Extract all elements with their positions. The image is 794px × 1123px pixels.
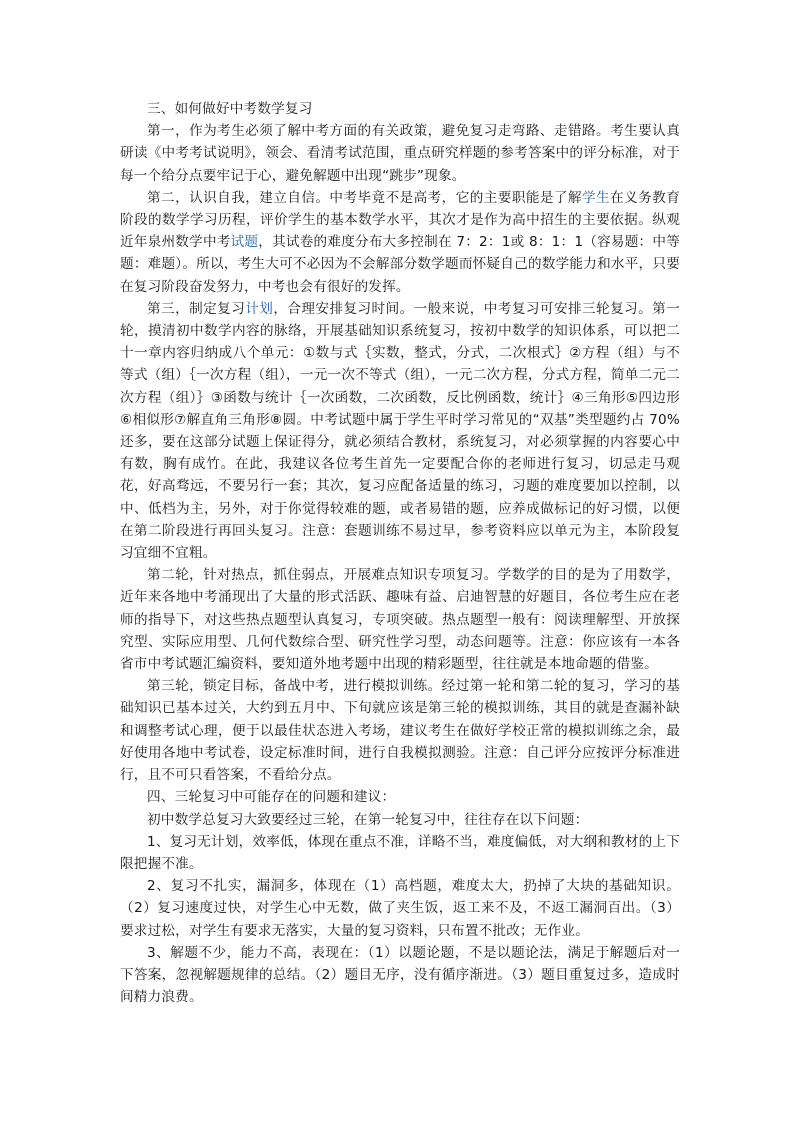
paragraph-text: ，其试卷的难度分布大多控制在 7：2：1或 8：1：1（容易题：中等题：难题）。所以，考生大可不必因为不会解部分数学题而怀疑自己的数学能力和水平，只要在复习阶段奋发努力，中考也会有很好的发挥。 (120, 234, 680, 295)
link-student[interactable]: 学生 (582, 189, 611, 206)
paragraph-text: 第二，认识自我，建立自信。中考毕竟不是高考，它的主要职能是了解 (147, 189, 582, 206)
paragraph-text: 在义务教育阶段的数学学习历程，评价学生的基本数学水平，其次才是作为高中招生的主要依据。纵观近年泉州数学中考 (120, 189, 681, 251)
paragraph-self-awareness (120, 187, 680, 298)
list-item-issue-3: 3、解题不少，能力不高，表现在：（1）以题论题，不是以题论法，满足于解题后对一下答案，忽视解题规律的总结。（2）题目无序，没有循序渐进。（3）题目重复过多，造成时间精力浪费。 (120, 944, 680, 1006)
document-body (120, 98, 680, 1008)
paragraph-intro: 初中数学总复习大致要经过三轮，在第一轮复习中，往往存在以下问题： (147, 811, 589, 828)
paragraph-text: ，合理安排复习时间。一般来说，中考复习可安排三轮复习。第一轮，摸清初中数学内容的脉络，开展基础知识系统复习，按初中数学的知识体系，可以把二十一章内容归纳成八个单元：①数与式｛实数，整式，分式，二次根式｝②方程（组）与不等式（组）｛一次方程（组），一元一次不等式（组），一元二次方程，分式方程，简单二元二次方程（组）｝③函数与统计｛一次函数，二次函数，反比例函数，统计｝④三角形⑤四边形⑥相似形⑦解直角三角形⑧圆。中考试题中属于学生平时学习常见的“双基”类型题约占 70%还多，要在这部分试题上保证得分，就必须结合教材，系统复习，对必须掌握的内容要心中有数，胸有成竹。在此，我建议各位考生首先一定要配合你的老师进行复习，切忌走马观花，好高骛远，不要另行一套；其次，复习应配备适量的练习，习题的难度要加以控制，以中、低档为主，另外，对于你觉得较难的题，或者易错的题，应养成做标记的好习惯，以便在第二阶段进行再回头复习。注意：套题训练不易过早，参考资料应以单元为主，本阶段复习宜细不宜粗。 (120, 300, 680, 562)
link-plan[interactable]: 计划 (245, 300, 274, 317)
paragraph-round-2: 第二轮，针对热点，抓住弱点，开展难点知识专项复习。学数学的目的是为了用数学，近年来各地中考涌现出了大量的形式活跃、趣味有益、启迪智慧的好题目，各位考生应在老师的指导下，对这些热点题型认真复习，专项突破。热点题型一般有：阅读理解型、开放探究型、实际应用型、几何代数综合型、研究性学习型，动态问题等。注意：你应该有一本各省市中考试题汇编资料，要知道外地考题中出现的精彩题型，往往就是本地命题的借鉴。 (120, 567, 680, 673)
list-item-issue-1: 1、复习无计划，效率低，体现在重点不准，详略不当，难度偏低，对大纲和教材的上下限把握不准。 (120, 833, 681, 872)
section-heading-4: 四、三轮复习中可能存在的问题和建议： (147, 789, 396, 806)
link-exam-questions[interactable]: 试题 (230, 234, 259, 251)
section-heading-3: 三、如何做好中考数学复习 (147, 101, 313, 117)
paragraph-text: 第三，制定复习 (147, 300, 246, 317)
list-item-issue-2: 2、复习不扎实，漏洞多，体现在（1）高档题，难度太大，扔掉了大块的基础知识。（2）复习速度过快，对学生心中无数，做了夹生饭，返工来不及，不返工漏洞百出。（3）要求过松，对学生有要求无落实，大量的复习资料，只布置不批改；无作业。 (120, 878, 680, 939)
paragraph-plan (120, 298, 680, 564)
paragraph-round-3: 第三轮，锁定目标，备战中考，进行模拟训练。经过第一轮和第二轮的复习，学习的基础知识已基本过关，大约到五月中、下旬就应该是第三轮的模拟训练，其目的就是查漏补缺和调整考试心理，便于以最佳状态进入考场，建议考生在做好学校正常的模拟训练之余，最好使用各地中考试卷，设定标准时间，进行自我模拟测验。注意：自己评分应按评分标准进行，且不可只看答案，不看给分点。 (120, 678, 680, 784)
paragraph-policy: 第一，作为考生必须了解中考方面的有关政策，避免复习走弯路、走错路。考生要认真研读《中考考试说明》，领会、看清考试范围，重点研究样题的参考答案中的评分标准，对于每一个给分点要牢记于心，避免解题中出现“跳步”现象。 (120, 123, 680, 184)
